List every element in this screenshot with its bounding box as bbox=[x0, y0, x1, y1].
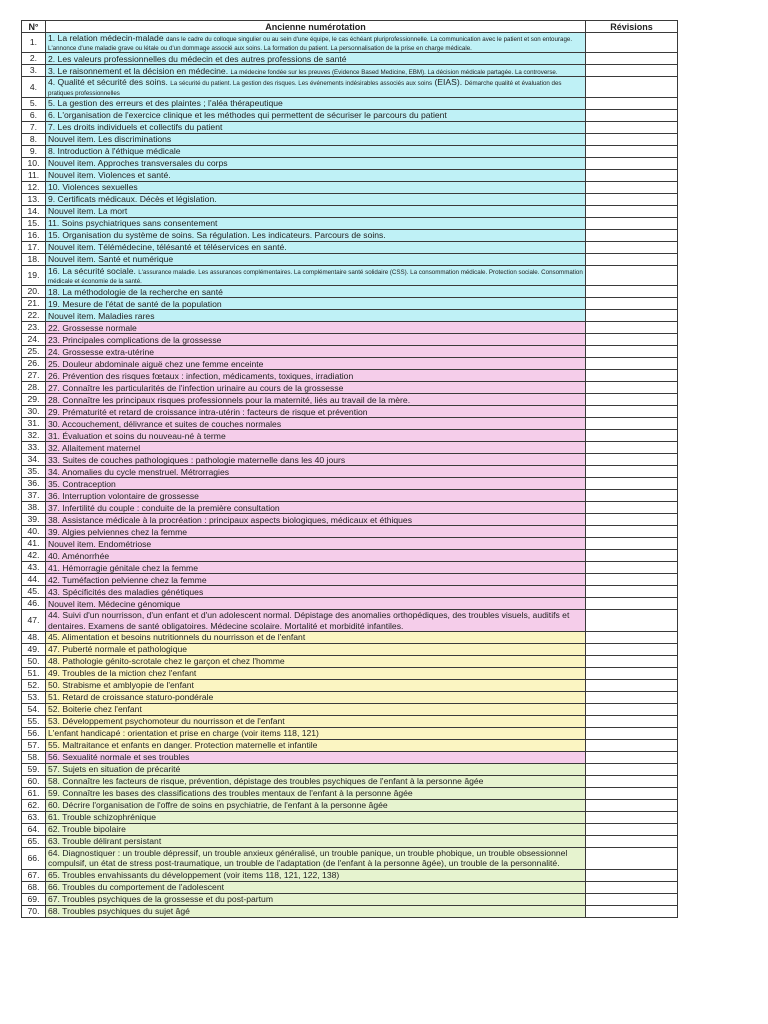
row-number: 7. bbox=[22, 121, 46, 133]
row-number: 37. bbox=[22, 490, 46, 502]
item-title-text: 4. Qualité et sécurité des soins. bbox=[48, 77, 168, 88]
table-row bbox=[22, 490, 678, 502]
item-title: 42. Tuméfaction pelvienne chez la femme bbox=[46, 574, 586, 586]
row-number: 28. bbox=[22, 382, 46, 394]
item-title: 62. Trouble bipolaire bbox=[46, 824, 586, 836]
table-row bbox=[22, 382, 678, 394]
table-row bbox=[22, 574, 678, 586]
item-title: 9. Certificats médicaux. Décès et législation. bbox=[46, 193, 586, 205]
table-row bbox=[22, 229, 678, 241]
item-title: 29. Prématurité et retard de croissance intra-utérin : facteurs de risque et prévention bbox=[46, 406, 586, 418]
row-number: 41. bbox=[22, 538, 46, 550]
table-row bbox=[22, 526, 678, 538]
revision-cell bbox=[586, 586, 678, 598]
revision-cell bbox=[586, 574, 678, 586]
table-row bbox=[22, 586, 678, 598]
row-number: 3. bbox=[22, 65, 46, 77]
table-row bbox=[22, 562, 678, 574]
table-row bbox=[22, 644, 678, 656]
item-title: 25. Douleur abdominale aiguë chez une femme enceinte bbox=[46, 358, 586, 370]
revision-cell bbox=[586, 728, 678, 740]
revision-cell bbox=[586, 265, 678, 285]
item-title: Nouvel item. La mort bbox=[46, 205, 586, 217]
item-title: 36. Interruption volontaire de grossesse bbox=[46, 490, 586, 502]
table-row bbox=[22, 65, 678, 77]
revision-cell bbox=[586, 538, 678, 550]
item-title: 67. Troubles psychiques de la grossesse et du post-partum bbox=[46, 893, 586, 905]
row-number: 8. bbox=[22, 133, 46, 145]
table-row bbox=[22, 881, 678, 893]
row-number: 27. bbox=[22, 370, 46, 382]
table-row bbox=[22, 538, 678, 550]
row-number: 15. bbox=[22, 217, 46, 229]
revision-cell bbox=[586, 478, 678, 490]
item-title: 51. Retard de croissance staturo-pondérale bbox=[46, 692, 586, 704]
item-title: Nouvel item. Santé et numérique bbox=[46, 253, 586, 265]
revision-cell bbox=[586, 346, 678, 358]
item-title: Nouvel item. Violences et santé. bbox=[46, 169, 586, 181]
item-title: 28. Connaître les principaux risques professionnels pour la maternité, liés au travail de la mère. bbox=[46, 394, 586, 406]
table-row bbox=[22, 53, 678, 65]
item-title: 53. Développement psychomoteur du nourrisson et de l'enfant bbox=[46, 716, 586, 728]
row-number: 22. bbox=[22, 310, 46, 322]
revision-cell bbox=[586, 442, 678, 454]
revision-cell bbox=[586, 109, 678, 121]
revision-cell bbox=[586, 836, 678, 848]
row-number: 64. bbox=[22, 824, 46, 836]
row-number: 69. bbox=[22, 893, 46, 905]
item-description-2: Démarche qualité et évaluation des pratiques professionnelles bbox=[48, 80, 562, 97]
revision-cell bbox=[586, 704, 678, 716]
row-number: 55. bbox=[22, 716, 46, 728]
table-row bbox=[22, 550, 678, 562]
item-title: 27. Connaître les particularités de l'infection urinaire au cours de la grossesse bbox=[46, 382, 586, 394]
revision-cell bbox=[586, 157, 678, 169]
row-number: 60. bbox=[22, 776, 46, 788]
table-row bbox=[22, 346, 678, 358]
row-number: 2. bbox=[22, 53, 46, 65]
item-description: dans le cadre du colloque singulier ou au sein d'une équipe, le cas échéant pluriprofessionnelle. La communication avec le patient et son entourage. L'annonce d'une maladie grave ou létale ou d'un dommage associé aux soins. La formation du patient. La personnalisation de la prise en charge médicale. bbox=[48, 36, 573, 53]
item-title: Nouvel item. Endométriose bbox=[46, 538, 586, 550]
row-number: 39. bbox=[22, 514, 46, 526]
item-title: 50. Strabisme et amblyopie de l'enfant bbox=[46, 680, 586, 692]
item-title-text: 1. La relation médecin-malade bbox=[48, 33, 164, 43]
revision-cell bbox=[586, 217, 678, 229]
item-title: Nouvel item. Approches transversales du corps bbox=[46, 157, 586, 169]
item-title: 57. Sujets en situation de précarité bbox=[46, 764, 586, 776]
row-number: 65. bbox=[22, 836, 46, 848]
table-row bbox=[22, 97, 678, 109]
revision-cell bbox=[586, 418, 678, 430]
row-number: 12. bbox=[22, 181, 46, 193]
header-old-numbering: Ancienne numérotation bbox=[46, 21, 586, 33]
revision-cell bbox=[586, 358, 678, 370]
item-title: 65. Troubles envahissants du développement (voir items 118, 121, 122, 138) bbox=[46, 869, 586, 881]
revision-cell bbox=[586, 193, 678, 205]
item-title: Nouvel item. Médecine génomique bbox=[46, 598, 586, 610]
revision-cell bbox=[586, 33, 678, 53]
table-row bbox=[22, 418, 678, 430]
table-row bbox=[22, 869, 678, 881]
row-number: 20. bbox=[22, 286, 46, 298]
table-row bbox=[22, 253, 678, 265]
item-title: 52. Boiterie chez l'enfant bbox=[46, 704, 586, 716]
header-number: N° bbox=[22, 21, 46, 33]
revision-cell bbox=[586, 610, 678, 632]
revision-cell bbox=[586, 752, 678, 764]
table-row bbox=[22, 893, 678, 905]
row-number: 38. bbox=[22, 502, 46, 514]
item-title: 39. Algies pelviennes chez la femme bbox=[46, 526, 586, 538]
revision-cell bbox=[586, 905, 678, 917]
table-row bbox=[22, 310, 678, 322]
row-number: 5. bbox=[22, 97, 46, 109]
table-row bbox=[22, 430, 678, 442]
table-row bbox=[22, 905, 678, 917]
revision-cell bbox=[586, 286, 678, 298]
table-row bbox=[22, 692, 678, 704]
row-number: 46. bbox=[22, 598, 46, 610]
revision-cell bbox=[586, 680, 678, 692]
table-row bbox=[22, 265, 678, 285]
table-row bbox=[22, 776, 678, 788]
item-title: 58. Connaître les facteurs de risque, prévention, dépistage des troubles psychiques de l'enfant à la personne âgée bbox=[46, 776, 586, 788]
revision-cell bbox=[586, 644, 678, 656]
row-number: 66. bbox=[22, 848, 46, 870]
item-title: 7. Les droits individuels et collectifs du patient bbox=[46, 121, 586, 133]
items-table bbox=[21, 20, 678, 918]
revision-cell bbox=[586, 466, 678, 478]
table-row bbox=[22, 109, 678, 121]
table-row bbox=[22, 241, 678, 253]
item-title: 45. Alimentation et besoins nutritionnels du nourrisson et de l'enfant bbox=[46, 632, 586, 644]
table-row bbox=[22, 157, 678, 169]
item-title: Nouvel item. Les discriminations bbox=[46, 133, 586, 145]
row-number: 33. bbox=[22, 442, 46, 454]
revision-cell bbox=[586, 145, 678, 157]
revision-cell bbox=[586, 382, 678, 394]
row-number: 36. bbox=[22, 478, 46, 490]
row-number: 43. bbox=[22, 562, 46, 574]
row-number: 4. bbox=[22, 77, 46, 97]
table-row bbox=[22, 193, 678, 205]
row-number: 16. bbox=[22, 229, 46, 241]
table-row bbox=[22, 716, 678, 728]
item-title: 48. Pathologie génito-scrotale chez le garçon et chez l'homme bbox=[46, 656, 586, 668]
revision-cell bbox=[586, 133, 678, 145]
revision-cell bbox=[586, 848, 678, 870]
row-number: 35. bbox=[22, 466, 46, 478]
item-title: 35. Contraception bbox=[46, 478, 586, 490]
row-number: 11. bbox=[22, 169, 46, 181]
row-number: 18. bbox=[22, 253, 46, 265]
table-row bbox=[22, 728, 678, 740]
revision-cell bbox=[586, 253, 678, 265]
table-row bbox=[22, 286, 678, 298]
table-row bbox=[22, 800, 678, 812]
item-title-text-2: (EIAS). bbox=[434, 77, 463, 88]
revision-cell bbox=[586, 65, 678, 77]
row-number: 63. bbox=[22, 812, 46, 824]
table-row bbox=[22, 514, 678, 526]
item-title bbox=[46, 77, 586, 97]
item-title: 18. La méthodologie de la recherche en santé bbox=[46, 286, 586, 298]
revision-cell bbox=[586, 205, 678, 217]
item-title: 10. Violences sexuelles bbox=[46, 181, 586, 193]
table-row bbox=[22, 632, 678, 644]
table-row bbox=[22, 704, 678, 716]
row-number: 61. bbox=[22, 788, 46, 800]
row-number: 31. bbox=[22, 418, 46, 430]
item-description: La sécurité du patient. La gestion des risques. Les événements indésirables associés aux soins bbox=[170, 80, 433, 88]
revision-cell bbox=[586, 121, 678, 133]
item-title bbox=[46, 265, 586, 285]
revision-cell bbox=[586, 800, 678, 812]
revision-cell bbox=[586, 229, 678, 241]
row-number: 40. bbox=[22, 526, 46, 538]
row-number: 30. bbox=[22, 406, 46, 418]
row-number: 17. bbox=[22, 241, 46, 253]
revision-cell bbox=[586, 550, 678, 562]
row-number: 67. bbox=[22, 869, 46, 881]
row-number: 53. bbox=[22, 692, 46, 704]
table-row bbox=[22, 205, 678, 217]
item-title-text: 3. Le raisonnement et la décision en médecine. bbox=[48, 65, 229, 76]
item-title: L'enfant handicapé : orientation et prise en charge (voir items 118, 121) bbox=[46, 728, 586, 740]
table-row bbox=[22, 181, 678, 193]
item-title: 47. Puberté normale et pathologique bbox=[46, 644, 586, 656]
item-title: 22. Grossesse normale bbox=[46, 322, 586, 334]
table-row bbox=[22, 680, 678, 692]
item-title: 32. Allaitement maternel bbox=[46, 442, 586, 454]
table-row bbox=[22, 502, 678, 514]
revision-cell bbox=[586, 322, 678, 334]
row-number: 19. bbox=[22, 265, 46, 285]
row-number: 51. bbox=[22, 668, 46, 680]
row-number: 47. bbox=[22, 610, 46, 632]
item-title: 2. Les valeurs professionnelles du médecin et des autres professions de santé bbox=[46, 53, 586, 65]
revision-cell bbox=[586, 656, 678, 668]
item-title: 60. Décrire l'organisation de l'offre de soins en psychiatrie, de l'enfant à la personne âgée bbox=[46, 800, 586, 812]
item-title: 61. Trouble schizophrénique bbox=[46, 812, 586, 824]
item-title: 19. Mesure de l'état de santé de la population bbox=[46, 298, 586, 310]
row-number: 29. bbox=[22, 394, 46, 406]
row-number: 49. bbox=[22, 644, 46, 656]
table-row bbox=[22, 298, 678, 310]
item-title: 24. Grossesse extra-utérine bbox=[46, 346, 586, 358]
table-body bbox=[22, 33, 678, 918]
revision-cell bbox=[586, 370, 678, 382]
table-row bbox=[22, 836, 678, 848]
item-title: 63. Trouble délirant persistant bbox=[46, 836, 586, 848]
item-title: 23. Principales complications de la grossesse bbox=[46, 334, 586, 346]
table-row bbox=[22, 145, 678, 157]
table-row bbox=[22, 33, 678, 53]
table-row bbox=[22, 812, 678, 824]
revision-cell bbox=[586, 181, 678, 193]
row-number: 58. bbox=[22, 752, 46, 764]
table-row bbox=[22, 334, 678, 346]
table-row bbox=[22, 133, 678, 145]
revision-cell bbox=[586, 490, 678, 502]
row-number: 44. bbox=[22, 574, 46, 586]
row-number: 21. bbox=[22, 298, 46, 310]
table-row bbox=[22, 848, 678, 870]
revision-cell bbox=[586, 776, 678, 788]
item-title: 59. Connaître les bases des classifications des troubles mentaux de l'enfant à la personne âgée bbox=[46, 788, 586, 800]
item-title: 15. Organisation du système de soins. Sa régulation. Les indicateurs. Parcours de soins. bbox=[46, 229, 586, 241]
row-number: 9. bbox=[22, 145, 46, 157]
revision-cell bbox=[586, 430, 678, 442]
table-row bbox=[22, 77, 678, 97]
row-number: 62. bbox=[22, 800, 46, 812]
revision-cell bbox=[586, 562, 678, 574]
revision-cell bbox=[586, 502, 678, 514]
item-title: 33. Suites de couches pathologiques : pathologie maternelle dans les 40 jours bbox=[46, 454, 586, 466]
row-number: 13. bbox=[22, 193, 46, 205]
header-row bbox=[22, 21, 678, 33]
row-number: 26. bbox=[22, 358, 46, 370]
item-title: 8. Introduction à l'éthique médicale bbox=[46, 145, 586, 157]
table-row bbox=[22, 358, 678, 370]
item-title: 5. La gestion des erreurs et des plaintes ; l'aléa thérapeutique bbox=[46, 97, 586, 109]
table-row bbox=[22, 322, 678, 334]
item-title: 38. Assistance médicale à la procréation : principaux aspects biologiques, médicaux et éthiques bbox=[46, 514, 586, 526]
table-row bbox=[22, 217, 678, 229]
row-number: 56. bbox=[22, 728, 46, 740]
row-number: 42. bbox=[22, 550, 46, 562]
row-number: 32. bbox=[22, 430, 46, 442]
revision-cell bbox=[586, 881, 678, 893]
revision-cell bbox=[586, 893, 678, 905]
item-title: 64. Diagnostiquer : un trouble dépressif, un trouble anxieux généralisé, un trouble panique, un trouble phobique, un trouble obsessionnel compulsif, un état de stress post-traumatique, un trouble de l'adaptation (de l'enfant à la personne âgée), un trouble de la personnalité. bbox=[46, 848, 586, 870]
revision-cell bbox=[586, 406, 678, 418]
revision-cell bbox=[586, 526, 678, 538]
revision-cell bbox=[586, 77, 678, 97]
table-row bbox=[22, 598, 678, 610]
item-title bbox=[46, 33, 586, 53]
revision-cell bbox=[586, 824, 678, 836]
revision-cell bbox=[586, 869, 678, 881]
row-number: 34. bbox=[22, 454, 46, 466]
row-number: 59. bbox=[22, 764, 46, 776]
item-title: 34. Anomalies du cycle menstruel. Métrorragies bbox=[46, 466, 586, 478]
table-row bbox=[22, 740, 678, 752]
table-row bbox=[22, 370, 678, 382]
revision-cell bbox=[586, 454, 678, 466]
table-row bbox=[22, 656, 678, 668]
table-row bbox=[22, 121, 678, 133]
row-number: 48. bbox=[22, 632, 46, 644]
revision-cell bbox=[586, 394, 678, 406]
row-number: 24. bbox=[22, 334, 46, 346]
row-number: 50. bbox=[22, 656, 46, 668]
table-row bbox=[22, 668, 678, 680]
item-title: 26. Prévention des risques fœtaux : infection, médicaments, toxiques, irradiation bbox=[46, 370, 586, 382]
item-title: 40. Aménorrhée bbox=[46, 550, 586, 562]
row-number: 68. bbox=[22, 881, 46, 893]
table-row bbox=[22, 466, 678, 478]
row-number: 25. bbox=[22, 346, 46, 358]
revision-cell bbox=[586, 692, 678, 704]
revision-cell bbox=[586, 668, 678, 680]
row-number: 45. bbox=[22, 586, 46, 598]
item-title: 6. L'organisation de l'exercice clinique et les méthodes qui permettent de sécuriser le parcours du patient bbox=[46, 109, 586, 121]
revision-cell bbox=[586, 716, 678, 728]
revision-cell bbox=[586, 632, 678, 644]
row-number: 54. bbox=[22, 704, 46, 716]
item-title: 56. Sexualité normale et ses troubles bbox=[46, 752, 586, 764]
item-title bbox=[46, 65, 586, 77]
item-title: Nouvel item. Télémédecine, télésanté et téléservices en santé. bbox=[46, 241, 586, 253]
table-row bbox=[22, 478, 678, 490]
revision-cell bbox=[586, 812, 678, 824]
table-row bbox=[22, 752, 678, 764]
revision-cell bbox=[586, 310, 678, 322]
item-title: 37. Infertilité du couple : conduite de la première consultation bbox=[46, 502, 586, 514]
item-description: La médecine fondée sur les preuves (Evidence Based Medicine, EBM). La décision médicale partagée. La controverse. bbox=[230, 68, 558, 76]
table-row bbox=[22, 824, 678, 836]
revision-cell bbox=[586, 298, 678, 310]
item-description: L'assurance maladie. Les assurances complémentaires. La complémentaire santé solidaire (CSS). La consommation médicale. Protection sociale. Consommation médicale et économie de la santé. bbox=[48, 268, 583, 286]
table-row bbox=[22, 442, 678, 454]
item-title: 31. Évaluation et soins du nouveau-né à terme bbox=[46, 430, 586, 442]
row-number: 6. bbox=[22, 109, 46, 121]
revision-cell bbox=[586, 514, 678, 526]
revision-cell bbox=[586, 169, 678, 181]
table-row bbox=[22, 169, 678, 181]
row-number: 57. bbox=[22, 740, 46, 752]
item-title: Nouvel item. Maladies rares bbox=[46, 310, 586, 322]
item-title: 11. Soins psychiatriques sans consentement bbox=[46, 217, 586, 229]
header-revisions: Révisions bbox=[586, 21, 678, 33]
row-number: 1. bbox=[22, 33, 46, 53]
revision-cell bbox=[586, 97, 678, 109]
table-row bbox=[22, 406, 678, 418]
item-title: 41. Hémorragie génitale chez la femme bbox=[46, 562, 586, 574]
row-number: 10. bbox=[22, 157, 46, 169]
row-number: 70. bbox=[22, 905, 46, 917]
table-row bbox=[22, 764, 678, 776]
row-number: 52. bbox=[22, 680, 46, 692]
table-row bbox=[22, 394, 678, 406]
item-title: 30. Accouchement, délivrance et suites de couches normales bbox=[46, 418, 586, 430]
revision-cell bbox=[586, 788, 678, 800]
item-title: 43. Spécificités des maladies génétiques bbox=[46, 586, 586, 598]
table-row bbox=[22, 788, 678, 800]
item-title: 44. Suivi d'un nourrisson, d'un enfant et d'un adolescent normal. Dépistage des anomalies orthopédiques, des troubles visuels, auditifs et dentaires. Examens de santé obligatoires. Médecine scolaire. Mortalité et morbidité infantiles. bbox=[46, 610, 586, 632]
table-row bbox=[22, 610, 678, 632]
revision-cell bbox=[586, 740, 678, 752]
item-title-text: 16. La sécurité sociale. bbox=[48, 265, 136, 276]
revision-cell bbox=[586, 241, 678, 253]
table-row bbox=[22, 454, 678, 466]
row-number: 23. bbox=[22, 322, 46, 334]
item-title: 66. Troubles du comportement de l'adolescent bbox=[46, 881, 586, 893]
revision-cell bbox=[586, 764, 678, 776]
revision-cell bbox=[586, 598, 678, 610]
item-title: 49. Troubles de la miction chez l'enfant bbox=[46, 668, 586, 680]
revision-cell bbox=[586, 334, 678, 346]
row-number: 14. bbox=[22, 205, 46, 217]
revision-cell bbox=[586, 53, 678, 65]
item-title: 68. Troubles psychiques du sujet âgé bbox=[46, 905, 586, 917]
item-title: 55. Maltraitance et enfants en danger. Protection maternelle et infantile bbox=[46, 740, 586, 752]
